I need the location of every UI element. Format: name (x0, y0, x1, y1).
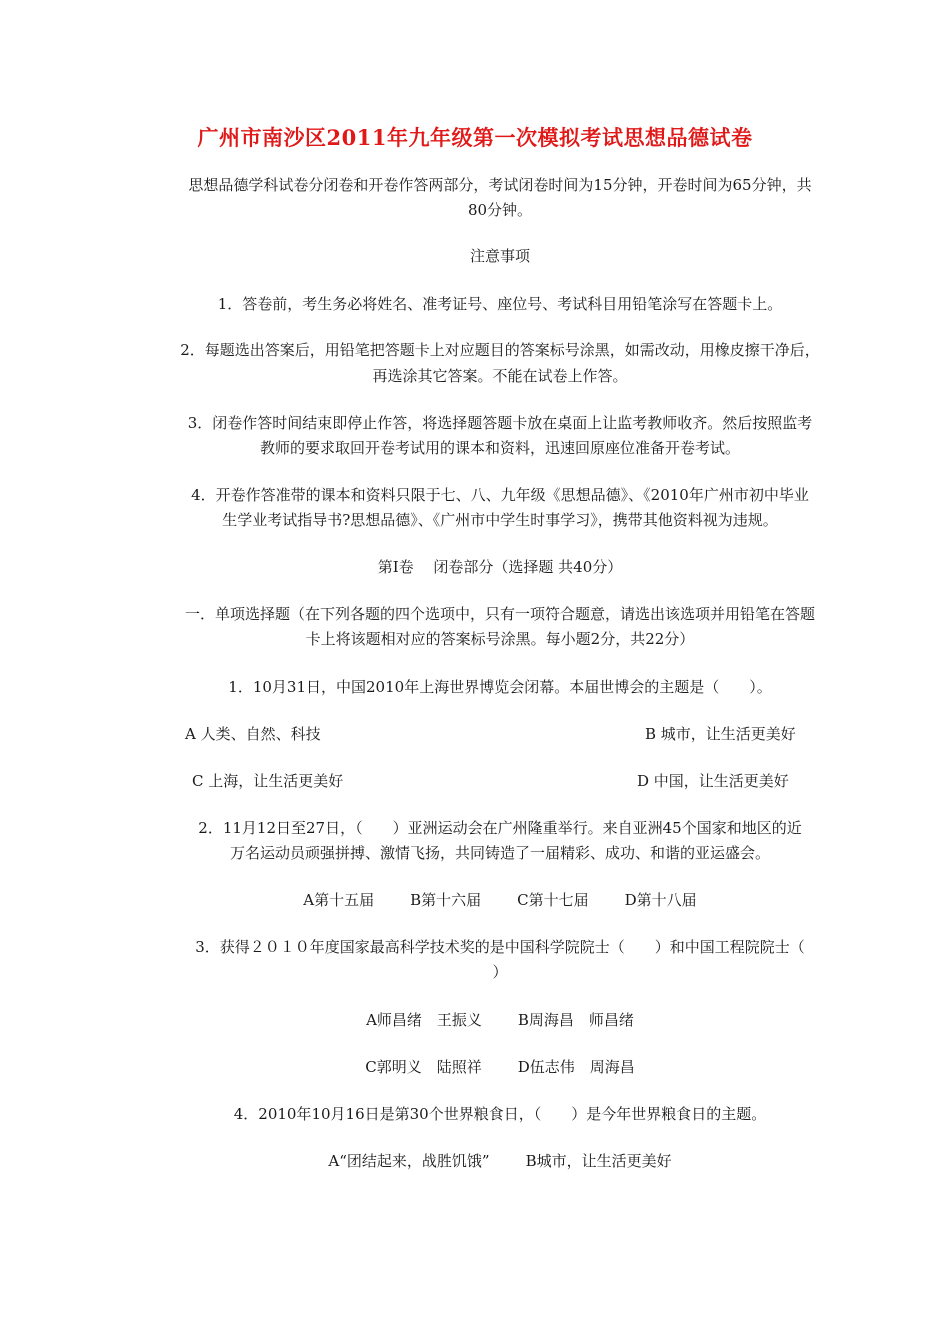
notice-3-line-1: 3．闭卷作答时间结束即停止作答，将选择题答题卡放在桌面上让监考教师收齐。然后按照监考 (187, 414, 813, 432)
notice-4-line-2: 生学业考试指导书?思想品德》、《广州市中学生时事学习》，携带其他资料视为违规。 (222, 511, 778, 529)
question-4-option-a: A“团结起来，战胜饥饿” (328, 1152, 490, 1170)
question-3-option-a: A师昌绪 王振义 (366, 1011, 482, 1029)
question-2-options (140, 888, 860, 913)
question-3-stem-line-1: 3．获得２０１０年度国家最高科学技术奖的是中国科学院院士（ ）和中国工程院院士（ (195, 938, 805, 956)
question-2-option-b: B第十六届 (410, 891, 482, 909)
question-3-option-d: D伍志伟 周海昌 (517, 1058, 635, 1076)
question-1-option-a: A 人类、自然、科技 (185, 725, 321, 743)
question-1-stem: 1．10月31日，中国2010年上海世界博览会闭幕。本届世博会的主题是（ ）。 (228, 678, 772, 696)
question-1-option-c: C 上海，让生活更美好 (192, 772, 344, 790)
question-2-stem-line-2: 万名运动员顽强拼搏、激情飞扬，共同铸造了一届精彩、成功、和谐的亚运盛会。 (229, 844, 770, 862)
question-2-option-c: C第十七届 (517, 891, 589, 909)
question-2-option-d: D第十八届 (624, 891, 697, 909)
question-3-options-row-2 (140, 1055, 860, 1080)
section-heading-line-1: 一．单项选择题（在下列各题的四个选项中，只有一项符合题意，请选出该选项并用铅笔在答题 (184, 605, 815, 623)
intro-line-2: 80分钟。 (467, 201, 533, 219)
section-heading-line-2: 卡上将该题相对应的答案标号涂黑。每小题2分，共22分） (305, 630, 695, 648)
question-4-stem: 4．2010年10月16日是第30个世界粮食日，（ ）是今年世界粮食日的主题。 (233, 1105, 767, 1123)
notice-heading: 注意事项 (469, 247, 530, 265)
question-2-stem-line-1: 2．11月12日至27日，（ ）亚洲运动会在广州隆重举行。来自亚洲45个国家和地区的近 (198, 819, 802, 837)
notice-2-line-1: 2．每题选出答案后，用铅笔把答题卡上对应题目的答案标号涂黑，如需改动，用橡皮擦干净后， (180, 341, 820, 359)
notice-3-line-2: 教师的要求取回开卷考试用的课本和资料，迅速回原座位准备开卷考试。 (259, 439, 740, 457)
question-3-option-b: B周海昌 师昌绪 (517, 1011, 634, 1029)
question-1-option-b: B 城市，让生活更美好 (645, 725, 796, 743)
question-3-options-row-1 (140, 1008, 860, 1033)
question-4-options (140, 1149, 860, 1174)
question-1-option-d: D 中国，让生活更美好 (637, 772, 789, 790)
question-4-option-b: B城市，让生活更美好 (525, 1152, 672, 1170)
page-title: 广州市南沙区2011年九年级第一次模拟考试思想品德试卷 (197, 125, 753, 150)
question-2-option-a: A第十五届 (303, 891, 375, 909)
question-3-option-c: C郭明义 陆照祥 (365, 1058, 482, 1076)
notice-4-line-1: 4．开卷作答准带的课本和资料只限于七、八、九年级《思想品德》、《2010年广州市初中毕业 (191, 486, 809, 504)
notice-1: 1．答卷前，考生务必将姓名、准考证号、座位号、考试科目用铅笔涂写在答题卡上。 (217, 295, 783, 313)
part-heading: 第Ⅰ卷 闭卷部分（选择题 共40分） (377, 558, 623, 576)
question-3-stem-line-2: ） (492, 963, 508, 981)
intro-line-1: 思想品德学科试卷分闭卷和开卷作答两部分，考试闭卷时间为15分钟，开卷时间为65分钟，共 (188, 176, 812, 194)
notice-2-line-2: 再选涂其它答案。不能在试卷上作答。 (372, 367, 628, 385)
